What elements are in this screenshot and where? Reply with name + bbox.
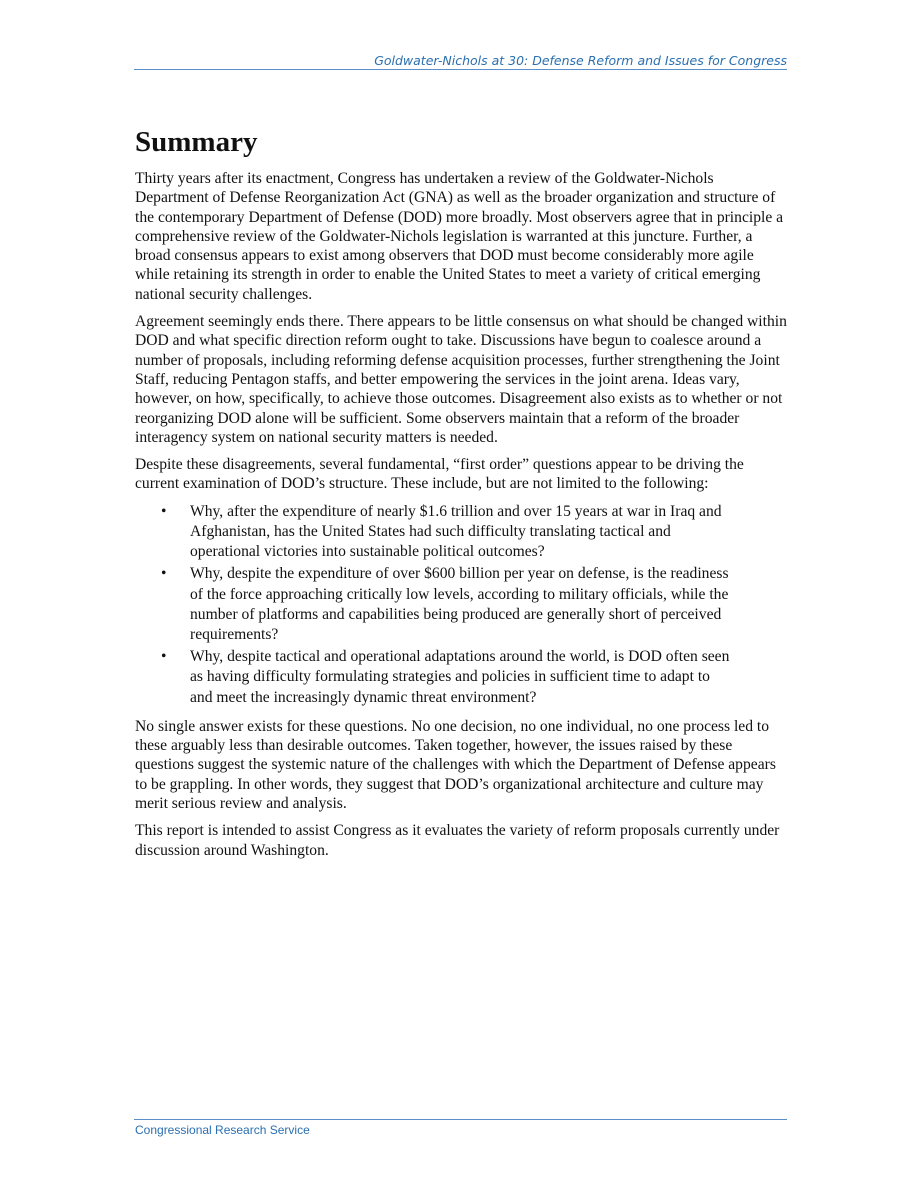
summary-paragraph-3: Despite these disagreements, several fundamental, “first order” questions appear to be driving the current examination of DOD’s structure. These include, but are not limited to the following: (135, 456, 744, 493)
question-list (135, 502, 790, 708)
footer-publisher: Congressional Research Service (135, 1123, 310, 1137)
question-text: Why, despite tactical and operational adaptations around the world, is DOD often seen as having difficulty formulating strategies and policies in sufficient time to adapt to and meet the increasingly dynamic threat environment? (190, 648, 730, 706)
bullet-icon: • (161, 648, 167, 666)
section-title: Summary (135, 126, 258, 158)
header-divider (134, 69, 787, 70)
question-item-1 (135, 502, 730, 563)
summary-paragraph-1: Thirty years after its enactment, Congress has undertaken a review of the Goldwater-Nichols Department of Defense Reorganization Act (GNA) as well as the broader organization and structure of the contemporary Department of Defense (DOD) more broadly. Most observers agree that in principle a comprehensive review of the Goldwater-Nichols legislation is warranted at this juncture. Further, a broad consensus appears to exist among observers that DOD must become considerably more agile while retaining its strength in order to enable the United States to meet a variety of critical emerging national security challenges. (135, 170, 784, 303)
bullet-icon: • (161, 565, 167, 583)
question-item-2 (135, 564, 730, 645)
running-header-title: Goldwater-Nichols at 30: Defense Reform and Issues for Congress (374, 53, 787, 68)
question-text: Why, after the expenditure of nearly $1.6 trillion and over 15 years at war in Iraq and Afghanistan, has the United States had such difficulty translating tactical and operational victories into sustainable political outcomes? (190, 502, 722, 561)
footer-divider (134, 1119, 787, 1120)
question-text: Why, despite the expenditure of over $600 billion per year on defense, is the readiness of the force approaching critically low levels, according to military officials, while the number of platforms and capabilities being produced are generally short of perceived requirements? (190, 565, 729, 643)
question-item-3 (135, 647, 730, 708)
summary-paragraph-2: Agreement seemingly ends there. There appears to be little consensus on what should be changed within DOD and what specific direction reform ought to take. Discussions have begun to coalesce around a number of proposals, including reforming defense acquisition processes, further strengthening the Joint Staff, reducing Pentagon staffs, and better empowering the services in the joint arena. Ideas vary, however, on how, specifically, to achieve those outcomes. Disagreement also exists as to whether or not reorganizing DOD alone will be sufficient. Some observers maintain that a reform of the broader interagency system on national security matters is needed. (135, 313, 787, 446)
summary-paragraph-4: No single answer exists for these questions. No one decision, no one individual, no one process led to these arguably less than desirable outcomes. Taken together, however, the issues raised by these questions suggest the systemic nature of the challenges with which the Department of Defense appears to be grappling. In other words, they suggest that DOD’s organizational architecture and culture may merit serious review and analysis. (135, 717, 776, 812)
summary-paragraph-5: This report is intended to assist Congress as it evaluates the variety of reform proposals currently under discussion around Washington. (135, 822, 780, 859)
summary-section (135, 124, 790, 868)
bullet-icon: • (161, 502, 167, 520)
